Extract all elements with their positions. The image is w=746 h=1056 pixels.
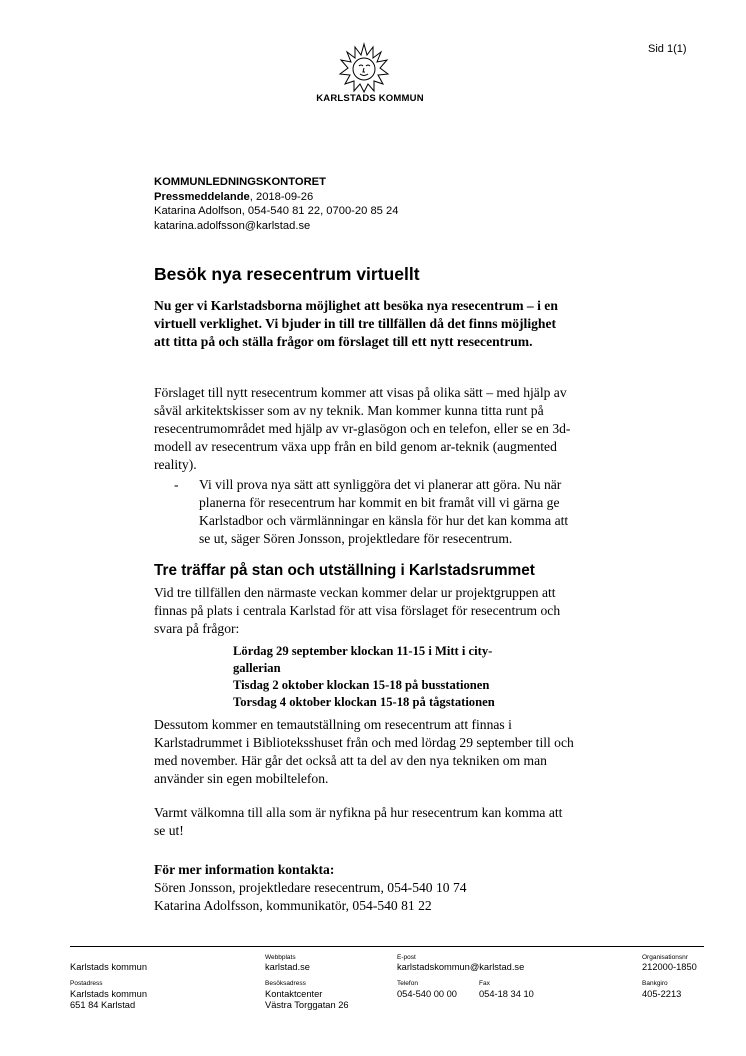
event-item: gallerian	[233, 661, 281, 675]
event-item: Lördag 29 september klockan 11-15 i Mitt i city-	[233, 644, 493, 658]
body-line: Karlstadrummet i Biblioteksshuset från och med lördag 29 september till och	[154, 735, 574, 750]
footer-web-label: Webbplats	[265, 954, 296, 961]
body-line: resecentrumområdet med hjälp av vr-glasögon och en telefon, eller se en 3d-	[154, 421, 571, 436]
body-paragraph-2	[154, 584, 634, 638]
body-line: modell av resecentrum växa upp från en bild genom ar-teknik (augmented	[154, 439, 557, 454]
lead-line: virtuell verklighet. Vi bjuder in till tre tillfällen då det finns möjlighet	[154, 316, 557, 331]
contact-phone-line: Katarina Adolfson, 054-540 81 22, 0700-20 85 24	[154, 205, 399, 218]
body-line: med november. Här går det också att ta del av den nya tekniken om man	[154, 753, 547, 768]
footer-visit-line: Kontaktcenter	[265, 989, 323, 999]
footer-bank-label: Bankgiro	[642, 980, 668, 987]
footer-org-value: 212000-1850	[642, 962, 697, 972]
doc-type: Pressmeddelande	[154, 190, 250, 203]
footer-email-link[interactable]: karlstadskommun@karlstad.se	[397, 962, 525, 972]
page-number: Sid 1(1)	[648, 43, 687, 55]
lead-line: att titta på och ställa frågor om förslaget till ett nytt resecentrum.	[154, 334, 533, 349]
sun-logo-icon	[338, 42, 390, 94]
event-item: Tisdag 2 oktober klockan 15-18 på busstationen	[233, 678, 490, 692]
header-block	[154, 175, 398, 233]
contact-email[interactable]: katarina.adolfsson@karlstad.se	[154, 219, 311, 232]
body-line: reality).	[154, 457, 197, 472]
contact-section	[154, 861, 467, 915]
body-line: se ut!	[154, 823, 184, 838]
body-line: finnas på plats i centrala Karlstad för att visa förslaget för resecentrum och	[154, 603, 561, 618]
department: KOMMUNLEDNINGSKONTORET	[154, 176, 326, 188]
quote-text	[199, 476, 568, 548]
footer-postal-label: Postadress	[70, 980, 103, 987]
event-list	[233, 643, 495, 711]
body-line: svara på frågor:	[154, 621, 240, 636]
footer-divider	[70, 946, 704, 947]
body-line: använder sin egen mobiltelefon.	[154, 771, 329, 786]
lead-paragraph	[154, 297, 624, 351]
page-title: Besök nya resecentrum virtuellt	[154, 264, 420, 284]
footer-name: Karlstads kommun	[70, 962, 147, 972]
footer-org-label: Organisationsnr	[642, 954, 688, 961]
quote-dash: -	[174, 477, 179, 492]
contact-heading: För mer information kontakta:	[154, 862, 335, 877]
body-line: såväl arkitektskisser som av ny teknik. Man kommer kunna titta runt på	[154, 403, 544, 418]
body-line: Vid tre tillfällen den närmaste veckan kommer delar ur projektgruppen att	[154, 585, 556, 600]
footer-postal-address	[70, 989, 147, 1012]
footer-postal-line: Karlstads kommun	[70, 989, 147, 999]
body-paragraph-3	[154, 716, 634, 788]
footer-visit-line: Västra Torggatan 26	[265, 1000, 349, 1011]
body-paragraph-1	[154, 384, 634, 474]
lead-line: Nu ger vi Karlstadsborna möjlighet att besöka nya resecentrum – i en	[154, 298, 558, 313]
footer-fax-value: 054-18 34 10	[479, 989, 534, 999]
logo-text: KARLSTADS KOMMUN	[316, 93, 424, 104]
footer-visit-label: Besöksadress	[265, 980, 306, 987]
quote-line: Vi vill prova nya sätt att synliggöra det vi planerar att göra. Nu när	[199, 477, 562, 492]
doc-date: , 2018-09-26	[249, 190, 314, 203]
footer-visit-address	[265, 989, 349, 1012]
footer-bank-value: 405-2213	[642, 989, 682, 999]
quote-line: planerna för resecentrum har kommit en bit framåt vill vi gärna ge	[199, 495, 560, 510]
footer-email-label: E-post	[397, 954, 416, 961]
footer-web-link[interactable]: karlstad.se	[265, 962, 310, 972]
quote-line: Karlstadbor och värmlänningar en känsla för hur det kan komma att	[199, 513, 569, 528]
contact-person: Katarina Adolfsson, kommunikatör, 054-540 81 22	[154, 898, 432, 913]
footer-postal-line: 651 84 Karlstad	[70, 1000, 136, 1011]
press-release-line	[154, 190, 398, 205]
body-line: Förslaget till nytt resecentrum kommer att visas på olika sätt – med hjälp av	[154, 385, 567, 400]
body-paragraph-4	[154, 804, 634, 840]
event-item: Torsdag 4 oktober klockan 15-18 på tågstationen	[233, 695, 495, 709]
footer-phone-value: 054-540 00 00	[397, 989, 457, 999]
contact-person: Sören Jonsson, projektledare resecentrum, 054-540 10 74	[154, 880, 467, 895]
quote-line: se ut, säger Sören Jonsson, projektledare för resecentrum.	[199, 531, 513, 546]
footer-phone-label: Telefon	[397, 980, 418, 987]
section-heading: Tre träffar på stan och utställning i Karlstadsrummet	[154, 562, 535, 579]
footer-fax-label: Fax	[479, 980, 490, 987]
body-line: Dessutom kommer en temautställning om resecentrum att finnas i	[154, 717, 512, 732]
body-line: Varmt välkomna till alla som är nyfikna på hur resecentrum kan komma att	[154, 805, 563, 820]
